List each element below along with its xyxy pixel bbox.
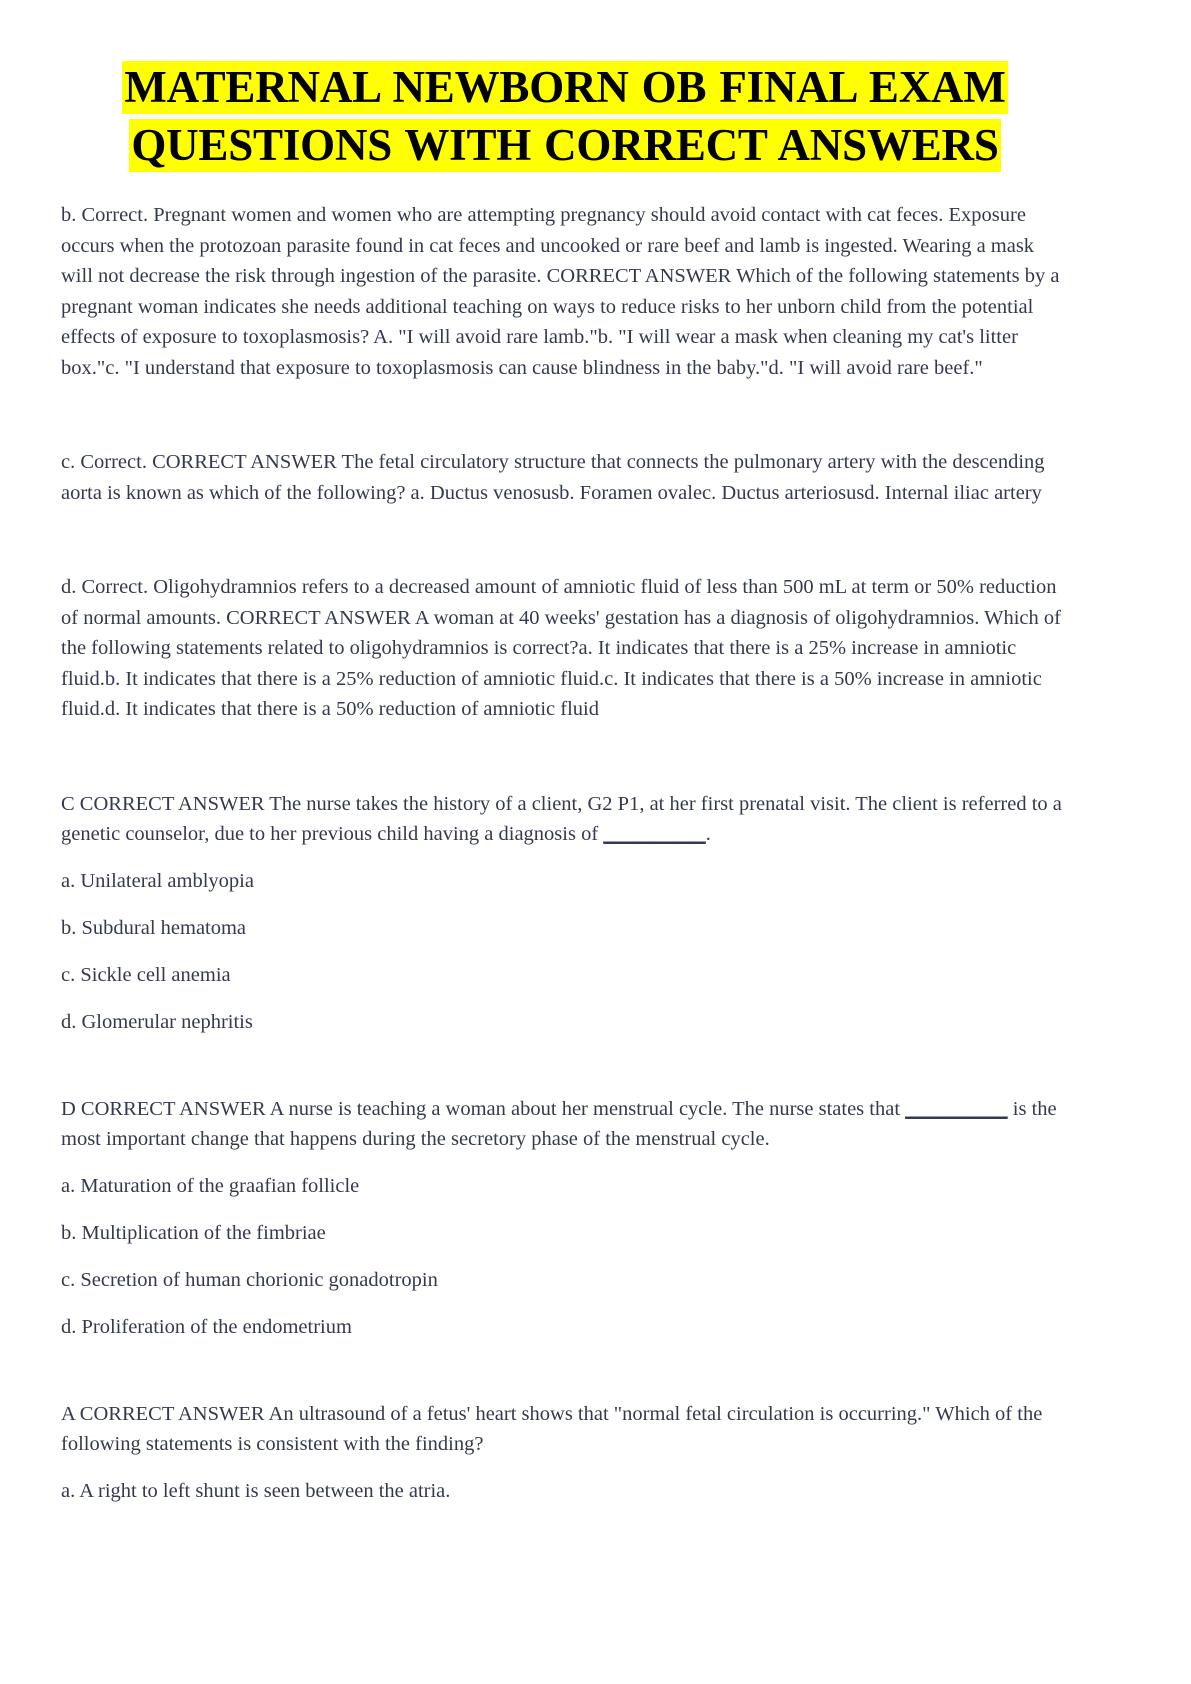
option-gap [61,1201,1069,1218]
option-a[interactable]: a. Maturation of the graafian follicle [61,1174,360,1197]
title-line-1: MATERNAL NEWBORN OB FINAL EXAM [124,62,1006,112]
option-gap [61,943,1069,960]
block-spacer [61,383,1069,447]
option-gap [61,896,1069,913]
option-a[interactable]: a. A right to left shunt is seen between the atria. [61,1479,451,1502]
option-d[interactable]: d. Glomerular nephritis [61,1010,253,1033]
question-stem-text: C CORRECT ANSWER The nurse takes the history of a client, G2 P1, at her first prenatal visit. The client is referred to a genetic counselor, due to her previous child having a diagnosis of [61,792,1062,845]
option-c[interactable]: c. Secretion of human chorionic gonadotropin [61,1268,438,1291]
question-stem-tail: is the most important change that happens during the secretory phase of the menstrual cycle. [61,1097,1057,1150]
stem-option-gap [61,1460,1069,1476]
question-stem-text: D CORRECT ANSWER A nurse is teaching a woman about her menstrual cycle. The nurse states that [61,1097,906,1120]
option-b[interactable]: b. Multiplication of the fimbriae [61,1221,326,1244]
stem-option-gap [61,1155,1069,1171]
title-line-2: QUESTIONS WITH CORRECT ANSWERS [131,120,999,170]
question-stem-tail: . [705,823,711,845]
fill-in-blank: __________ [905,1097,1008,1120]
answer-block-fetal-circulation: c. Correct. CORRECT ANSWER The fetal circulatory structure that connects the pulmonary artery with the descending aorta is known as which of the following? a. Ductus venosusb. Foramen ovalec. Ductus arteriosusd. Internal iliac artery [61,451,1045,504]
block-spacer [61,508,1069,572]
page-title [61,0,1069,174]
option-b[interactable]: b. Subdural hematoma [61,916,247,939]
option-a[interactable]: a. Unilateral amblyopia [61,869,254,892]
question-stem-genetic-counselor [61,789,1069,850]
answer-block-toxoplasmosis: b. Correct. Pregnant women and women who are attempting pregnancy should avoid contact with cat feces. Exposure occurs when the protozoan parasite found in cat feces and uncooked or rare beef and lamb is ingested. Wearing a mask will not decrease the risk through ingestion of the parasite. CORRECT ANSWER Which of the following statements by a pregnant woman indicates she needs additional teaching on ways to reduce risks to her unborn child from the potential effects of exposure to toxoplasmosis? A. "I will avoid rare lamb."b. "I will wear a mask when cleaning my cat's litter box."c. "I understand that exposure to toxoplasmosis can cause blindness in the baby."d. "I will avoid rare beef." [61,204,1060,379]
option-c[interactable]: c. Sickle cell anemia [61,963,231,986]
question-stem-menstrual-cycle [61,1094,1069,1155]
block-spacer [61,725,1069,789]
option-gap [61,1248,1069,1265]
option-gap [61,990,1069,1007]
stem-option-gap [61,850,1069,866]
block-spacer [61,1342,1069,1399]
block-spacer [61,1037,1069,1094]
option-d[interactable]: d. Proliferation of the endometrium [61,1315,352,1338]
document-content [61,0,1069,1506]
fill-in-blank: __________ [603,823,706,845]
option-gap [61,1295,1069,1312]
answer-block-oligohydramnios: d. Correct. Oligohydramnios refers to a decreased amount of amniotic fluid of less than 500 mL at term or 50% reduction of normal amounts. CORRECT ANSWER A woman at 40 weeks' gestation has a diagnosis of oligohydramnios. Which of the following statements related to oligohydramnios is correct?a. It indicates that there is a 25% increase in amniotic fluid.b. It indicates that there is a 25% reduction of amniotic fluid.c. It indicates that there is a 50% increase in amniotic fluid.d. It indicates that there is a 50% reduction of amniotic fluid [61,576,1061,720]
question-stem-fetal-circulation-ultrasound: A CORRECT ANSWER An ultrasound of a fetus' heart shows that "normal fetal circulation is occurring." Which of the following statements is consistent with the finding? [61,1402,1043,1455]
